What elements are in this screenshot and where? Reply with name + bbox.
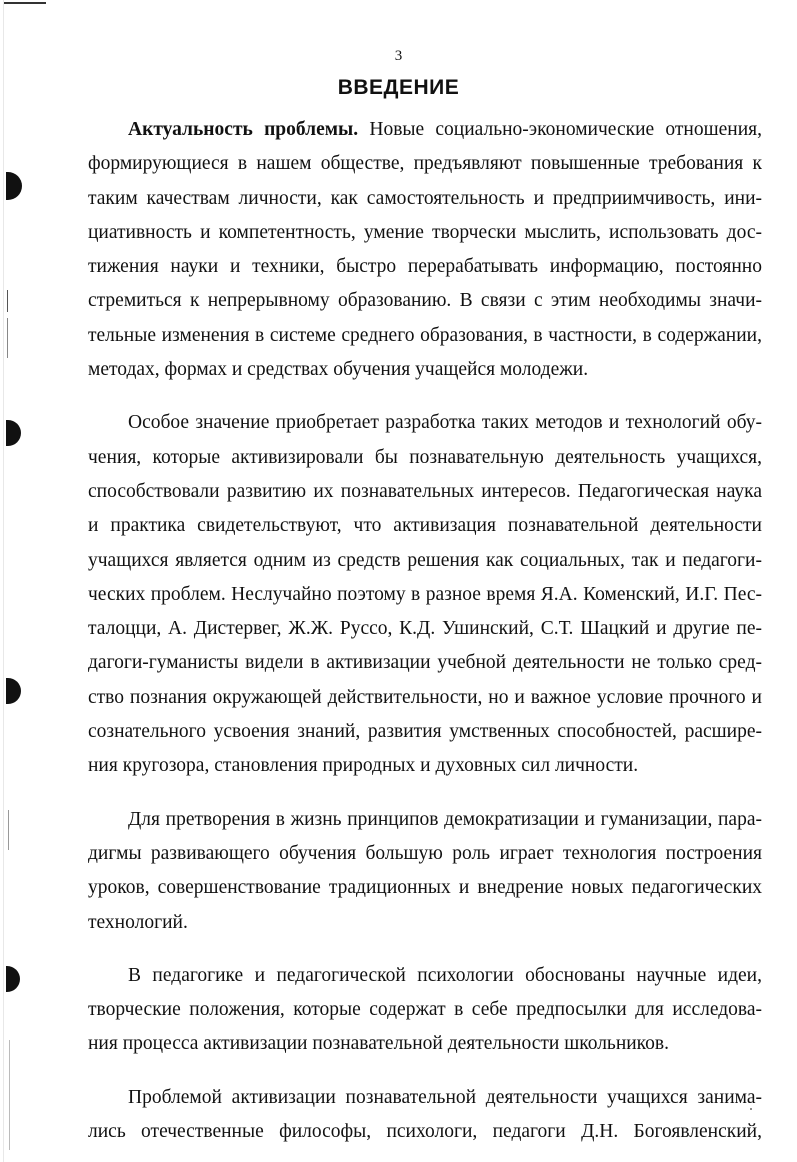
margin-tick-4 xyxy=(9,1040,10,1150)
paragraph-line: сознательного усвоения знаний, развития умственных способностей, расшире- xyxy=(88,721,762,743)
margin-mark-1 xyxy=(6,172,22,200)
paragraph-line: формирующиеся в нашем обществе, предъявляют повышенные требования к xyxy=(88,153,762,175)
paragraph-line: ство познания окружающей действительности, но и важное условие прочного и xyxy=(88,686,762,708)
paragraph-line: Актуальность проблемы. Новые социально-экономические отношения, xyxy=(128,119,762,140)
margin-tick-1 xyxy=(7,290,8,312)
paragraph-line: способствовали развитию их познавательных интересов. Педагогическая наука xyxy=(88,480,762,502)
scan-top-rule xyxy=(4,2,46,4)
margin-mark-2 xyxy=(6,420,21,446)
paragraph-line: технологий. xyxy=(88,911,188,933)
margin-mark-3 xyxy=(6,678,21,704)
paragraph-line: ния процесса активизации познавательной деятельности школьников. xyxy=(88,1033,670,1055)
body-text xyxy=(88,113,762,1149)
scan-left-edge xyxy=(3,0,4,1162)
paragraph-line: тижения науки и техники, быстро перерабатывать информацию, постоянно xyxy=(88,256,762,278)
margin-tick-2 xyxy=(7,318,8,358)
paragraph-line: учащихся является одним из средств решения как социальных, так и педагоги- xyxy=(88,549,762,571)
paragraph-5 xyxy=(88,1081,762,1150)
paragraph-2 xyxy=(88,406,762,783)
paragraph-line: тельные изменения в системе среднего образования, в частности, в содержании, xyxy=(88,324,762,346)
paragraph-line: Особое значение приобретает разработка таких методов и технологий обу- xyxy=(128,412,762,434)
paragraph-line: дигмы развивающего обучения большую роль играет технология построения xyxy=(88,842,762,864)
paragraph-line: чения, которые активизировали бы познавательную деятельность учащихся, xyxy=(88,446,762,468)
paragraph-line: Проблемой активизации познавательной деятельности учащихся занима- xyxy=(128,1086,762,1108)
paragraph-line: и практика свидетельствуют, что активизация познавательной деятельности xyxy=(88,515,762,537)
page-number: 3 xyxy=(394,48,403,64)
paragraph-line: ния кругозора, становления природных и духовных сил личности. xyxy=(88,755,639,777)
paragraph-line: таким качествам личности, как самостоятельность и предприимчивость, ини- xyxy=(88,187,762,209)
paragraph-line: стремиться к непрерывному образованию. В связи с этим необходимы значи- xyxy=(88,290,762,312)
paragraph-line: методах, формах и средствах обучения учащейся молодежи. xyxy=(88,359,589,381)
paragraph-line: ческих проблем. Неслучайно поэтому в разное время Я.А. Коменский, И.Г. Пес- xyxy=(88,583,762,605)
paragraph-line: В педагогике и педагогической психологии обоснованы научные идеи, xyxy=(128,964,762,986)
margin-tick-3 xyxy=(8,810,9,850)
paragraph-line: Для претворения в жизнь принципов демократизации и гуманизации, пара- xyxy=(128,808,762,830)
paragraph-3 xyxy=(88,803,762,940)
margin-mark-4 xyxy=(6,966,20,992)
paragraph-line: лись отечественные философы, психологи, педагоги Д.Н. Богоявленский, xyxy=(88,1121,762,1143)
paragraph-line: циативность и компетентность, умение творчески мыслить, использовать дос- xyxy=(88,221,762,243)
paragraph-4 xyxy=(88,959,762,1062)
paragraph-1 xyxy=(88,113,762,387)
paragraph-line: творческие положения, которые содержат в себе предпосылки для исследова- xyxy=(88,999,762,1021)
paragraph-line: уроков, совершенствование традиционных и внедрение новых педагогических xyxy=(88,877,762,899)
section-heading: ВВЕДЕНИЕ xyxy=(337,76,460,99)
paragraph-line: талоцци, А. Дистервег, Ж.Ж. Руссо, К.Д. Ушинский, С.Т. Шацкий и другие пе- xyxy=(88,618,762,640)
lead-term: Актуальность проблемы. xyxy=(128,119,359,140)
paragraph-line: дагоги-гуманисты видели в активизации учебной деятельности не только сред- xyxy=(88,652,762,674)
